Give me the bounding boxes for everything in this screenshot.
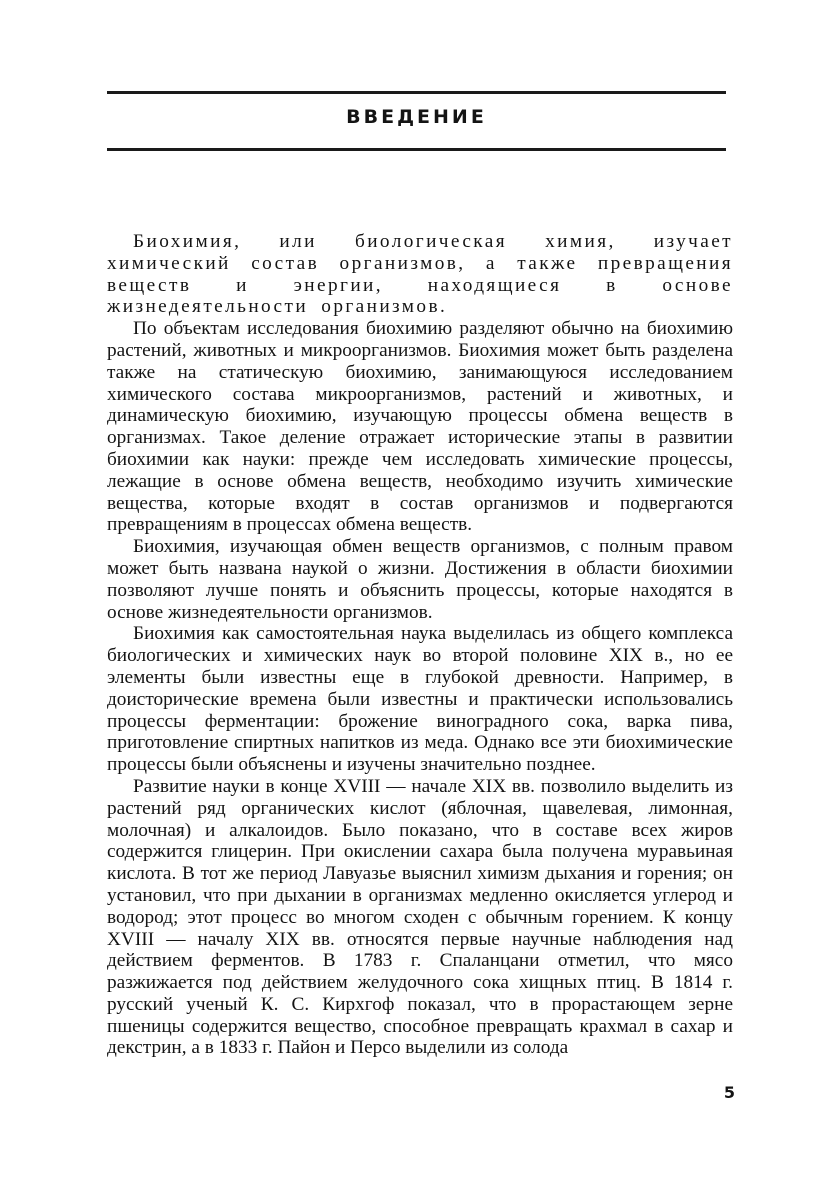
page-number: 5	[723, 1083, 735, 1102]
paragraph-intro: Биохимия, или биологическая химия, изучает химический состав организмов, а также превращения веществ и энергии, находящиеся в основе жизнедеятельности организмов.	[107, 231, 733, 318]
body-text	[107, 231, 733, 1059]
paragraph-history: Биохимия как самостоятельная наука выделилась из общего комплекса биологических и химических наук во второй половине XIX в., но ее элементы были известны еще в глубокой древности. Например, в доисторические времена были известны и практически использовались процессы ферментации: брожение виноградного сока, варка пива, приготовление спиртных напитков из меда. Однако все эти биохимические процессы были объяснены и изучены значительно позднее.	[107, 623, 733, 776]
top-rule	[107, 91, 726, 94]
paragraph-development: Развитие науки в конце XVIII — начале XIX вв. позволило выделить из растений ряд органических кислот (яблочная, щавелевая, лимонная, молочная) и алкалоидов. Было показано, что в составе всех жиров содержится глицерин. При окислении сахара была получена муравьиная кислота. В тот же период Лавуазье выяснил химизм дыхания и горения; он установил, что при дыхании в организмах медленно окисляется углерод и водород; этот процесс во многом сходен с обычным горением. К концу XVIII — началу XIX вв. относятся первые научные наблюдения над действием ферментов. В 1783 г. Спаланцани отметил, что мясо разжижается под действием желудочного сока хищных птиц. В 1814 г. русский ученый К. С. Кирхгоф показал, что в прорастающем зерне пшеницы содержится вещество, способное превращать крахмал в сахар и декстрин, а в 1833 г. Пайон и Персо выделили из солода	[107, 775, 733, 1059]
chapter-heading: ВВЕДЕНИЕ	[346, 106, 487, 128]
paragraph-science-of-life: Биохимия, изучающая обмен веществ организмов, с полным правом может быть названа наукой о жизни. Достижения в области биохимии позволяют лучше понять и объяснить процессы, которые находятся в основе жизнедеятельности организмов.	[107, 536, 733, 623]
bottom-rule	[107, 148, 726, 151]
paragraph-classification: По объектам исследования биохимию разделяют обычно на биохимию растений, животных и микроорганизмов. Биохимия может быть разделена также на статическую биохимию, занимающуюся исследованием химического состава микроорганизмов, растений и животных, и динамическую биохимию, изучающую процессы обмена веществ в организмах. Такое деление отражает исторические этапы в развитии биохимии как науки: прежде чем исследовать химические процессы, лежащие в основе обмена веществ, необходимо изучить химические вещества, которые входят в состав организмов и подвергаются превращениям в процессах обмена веществ.	[107, 318, 733, 536]
